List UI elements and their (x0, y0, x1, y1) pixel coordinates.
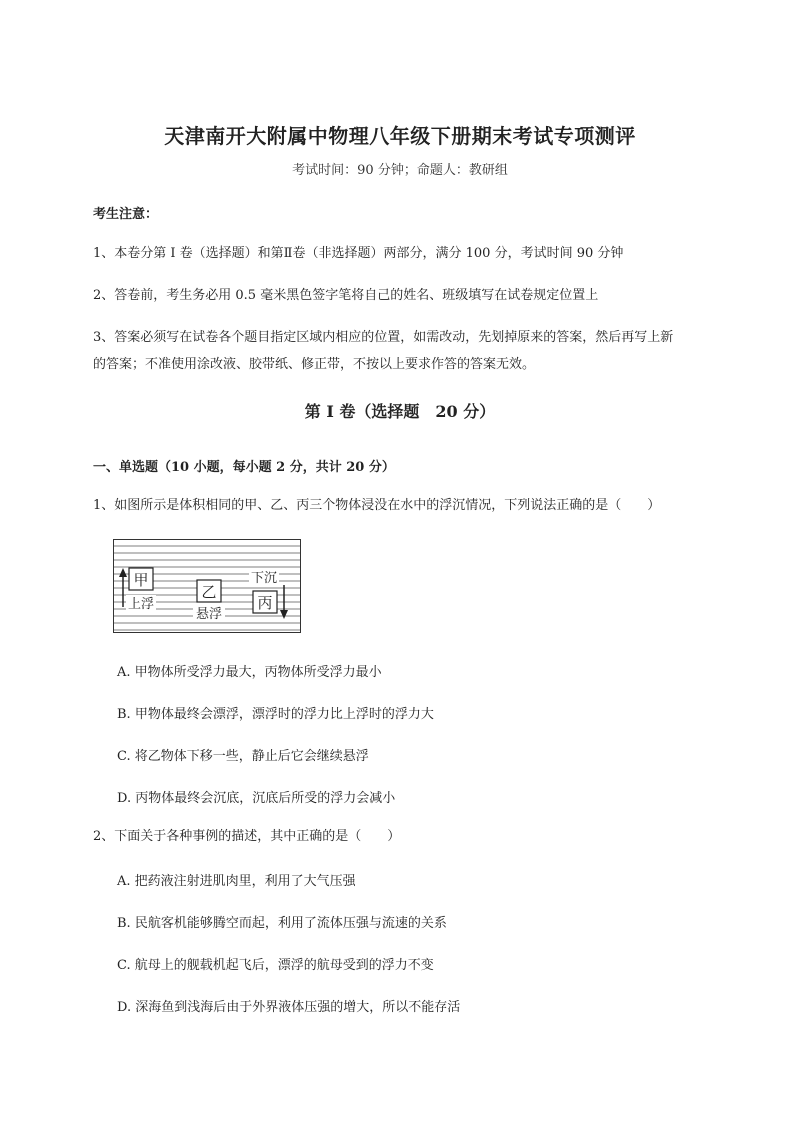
label-bing: 丙 (257, 594, 273, 612)
note-item-2: 2、答卷前，考生务必用 0.5 毫米黑色签字笔将自己的姓名、班级填写在试卷规定位置上 (93, 288, 599, 303)
label-suspend: 悬浮 (195, 607, 223, 622)
note-item-3: 3、答案必须写在试卷各个题目指定区域内相应的位置，如需改动，先划掉原来的答案，然后再写上新 (93, 330, 674, 345)
question-1-option-a[interactable]: A. 甲物体所受浮力最大，丙物体所受浮力最小 (117, 665, 382, 680)
section-title: 第 I 卷（选择题 20 分） (304, 402, 496, 421)
question-1-stem: 1、如图所示是体积相同的甲、乙、丙三个物体浸没在水中的浮沉情况，下列说法正确的是（ ） (93, 498, 661, 513)
question-2-stem: 2、下面关于各种事例的描述，其中正确的是（ ） (93, 829, 401, 844)
question-2-option-d[interactable]: D. 深海鱼到浅海后由于外界液体压强的增大，所以不能存活 (117, 1000, 461, 1015)
question-1-option-b[interactable]: B. 甲物体最终会漂浮，漂浮时的浮力比上浮时的浮力大 (117, 707, 434, 722)
label-yi: 乙 (201, 583, 217, 601)
exam-subtitle: 考试时间：90 分钟；命题人：教研组 (292, 163, 508, 178)
exam-title: 天津南开大附属中物理八年级下册期末考试专项测评 (164, 124, 636, 148)
question-2-option-b[interactable]: B. 民航客机能够腾空而起，利用了流体压强与流速的关系 (117, 916, 447, 931)
note-item-3-continued: 的答案；不准使用涂改液、胶带纸、修正带，不按以上要求作答的答案无效。 (93, 357, 536, 372)
buoyancy-diagram (113, 539, 301, 633)
label-jia: 甲 (133, 571, 149, 589)
question-1-option-c[interactable]: C. 将乙物体下移一些，静止后它会继续悬浮 (117, 749, 369, 764)
question-type-heading: 一、单选题（10 小题，每小题 2 分，共计 20 分） (93, 460, 395, 475)
label-up: 上浮 (127, 597, 155, 612)
question-2-option-c[interactable]: C. 航母上的舰载机起飞后，漂浮的航母受到的浮力不变 (117, 958, 434, 973)
note-item-1: 1、本卷分第 I 卷（选择题）和第Ⅱ卷（非选择题）两部分，满分 100 分，考试时间 90 分钟 (93, 246, 624, 261)
question-1-option-d[interactable]: D. 丙物体最终会沉底，沉底后所受的浮力会减小 (117, 791, 396, 806)
label-down: 下沉 (250, 571, 278, 586)
question-2-option-a[interactable]: A. 把药液注射进肌肉里，利用了大气压强 (117, 874, 356, 889)
notes-heading: 考生注意： (93, 207, 159, 222)
